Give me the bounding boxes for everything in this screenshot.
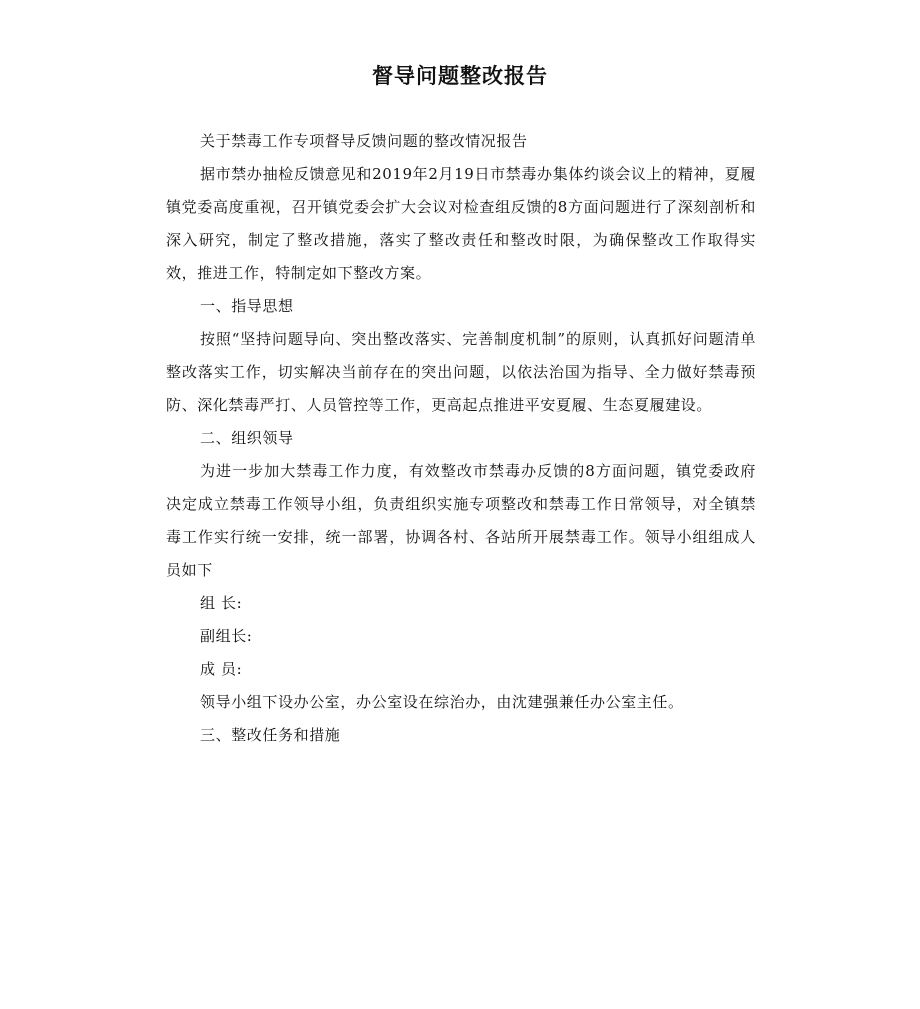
- document-body: [166, 125, 756, 752]
- paragraph-guiding-ideology: 按照“坚持问题导向、突出整改落实、完善制度机制”的原则，认真抓好问题清单整改落实工作，切实解决当前存在的突出问题，以依法治国为指导、全力做好禁毒预防、深化禁毒严打、人员管控等工作，更高起点推进平安夏履、生态夏履建设。: [166, 330, 756, 414]
- line-group-leader: 组 长:: [200, 594, 243, 612]
- paragraph-report-subject: 关于禁毒工作专项督导反馈问题的整改情况报告: [200, 132, 528, 150]
- section-heading-tasks: 三、整改任务和措施: [200, 726, 341, 744]
- document-title: 督导问题整改报告: [372, 64, 548, 88]
- section-heading-guiding-ideology: 一、指导思想: [200, 297, 294, 315]
- line-deputy-leader: 副组长:: [200, 627, 253, 645]
- paragraph-organization: 为进一步加大禁毒工作力度，有效整改市禁毒办反馈的8方面问题，镇党委政府决定成立禁毒工作领导小组，负责组织实施专项整改和禁毒工作日常领导，对全镇禁毒工作实行统一安排，统一部署，协调各村、各站所开展禁毒工作。领导小组组成人员如下: [166, 462, 756, 579]
- section-heading-organization: 二、组织领导: [200, 429, 294, 447]
- paragraph-background: 据市禁办抽检反馈意见和2019年2月19日市禁毒办集体约谈会议上的精神，夏履镇党委高度重视，召开镇党委会扩大会议对检查组反馈的8方面问题进行了深刻剖析和深入研究，制定了整改措施，落实了整改责任和整改时限，为确保整改工作取得实效，推进工作，特制定如下整改方案。: [166, 165, 756, 282]
- line-members: 成 员:: [200, 660, 243, 678]
- paragraph-office: 领导小组下设办公室，办公室设在综治办，由沈建强兼任办公室主任。: [200, 693, 684, 711]
